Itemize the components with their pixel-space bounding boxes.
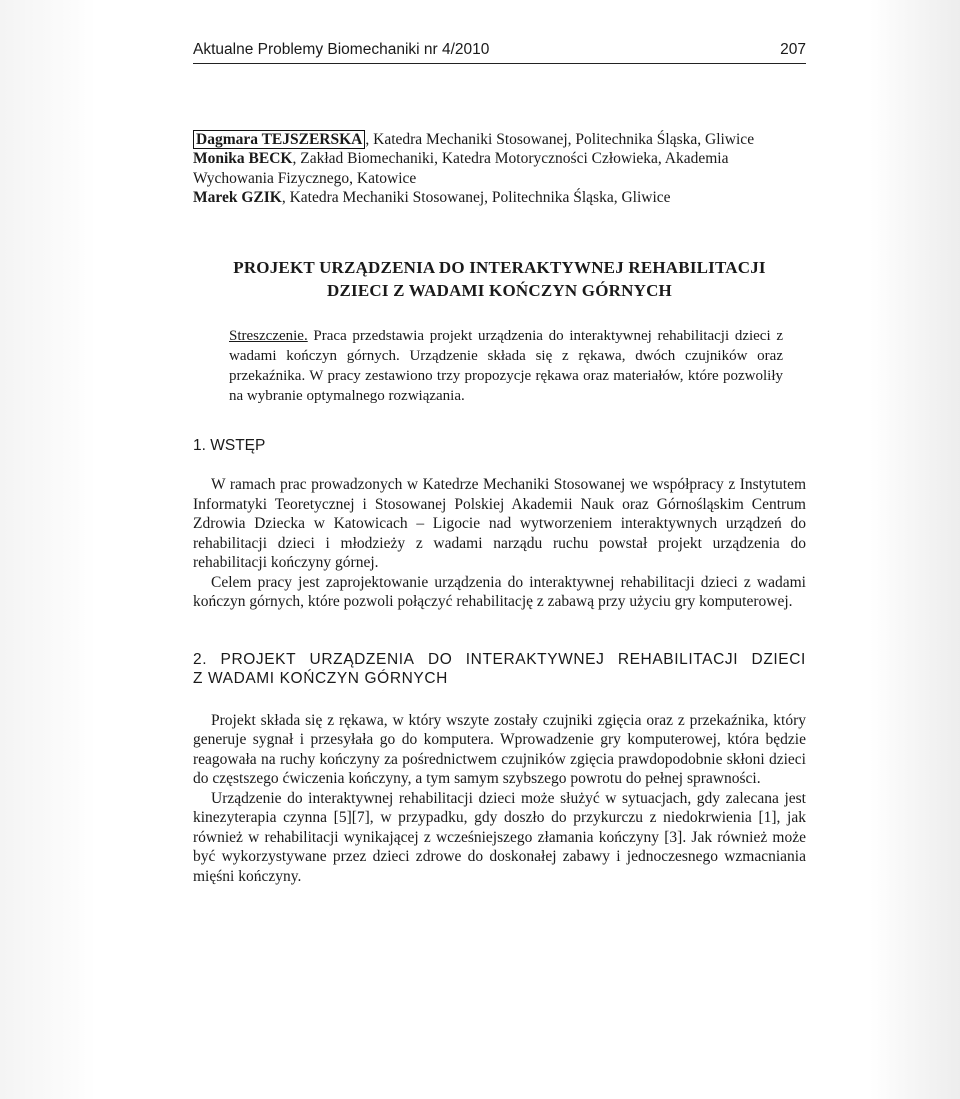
section-heading-2 — [193, 650, 806, 689]
heading-word: DZIECI — [751, 650, 806, 668]
abstract — [229, 326, 783, 406]
author-affiliation: , Katedra Mechaniki Stosowanej, Politechnika Śląska, Gliwice — [281, 189, 671, 206]
section-heading-1: 1. WSTĘP — [193, 436, 266, 454]
running-header — [193, 40, 806, 64]
scan-margin-left — [0, 0, 96, 1099]
author-name: Dagmara TEJSZERSKA — [193, 130, 365, 149]
paragraph: Urządzenie do interaktywnej rehabilitacji dzieci może służyć w sytuacjach, gdy zalecana jest kinezyterapia czynna [5][7], w przypadku, gdy doszło do przykurczu z niedokrwienia [1], jak również w rehabilitacji wynikającej z wcześniejszego złamania kończyny [3]. Jak również może być wykorzystywane przez dzieci zdrowe do doskonałej zabawy i jednoczesnego wzmacniania mięśni kończyny. — [193, 789, 806, 885]
author-list — [193, 130, 806, 208]
heading-word: 2. — [193, 650, 208, 668]
paper-page — [193, 40, 806, 886]
heading-word: URZĄDZENIA — [309, 650, 415, 668]
heading-word: REHABILITACJI — [617, 650, 739, 668]
author-affiliation: , Zakład Biomechaniki, Katedra Motoryczności Człowieka, Akademia Wychowania Fizycznego, Katowice — [193, 150, 729, 187]
paragraph: W ramach prac prowadzonych w Katedrze Mechaniki Stosowanej we współpracy z Instytutem Informatyki Teoretycznej i Stosowanej Polskiej Akademii Nauk oraz Górnośląskim Centrum Zdrowia Dziecka w Katowicach – Ligocie nad wytworzeniem interaktywnych urządzeń do rehabilitacji dzieci i młodzieży z wadami narządu ruchu powstał projekt urządzenia do rehabilitacji kończyny górnej. — [193, 476, 806, 571]
heading-word: INTERAKTYWNEJ — [465, 650, 605, 668]
paragraph: Celem pracy jest zaprojektowanie urządzenia do interaktywnej rehabilitacji dzieci z wadami kończyn górnych, które pozwoli połączyć rehabilitację z zabawą przy użyciu gry komputerowej. — [193, 573, 806, 610]
section-2-body — [193, 711, 806, 887]
journal-name: Aktualne Problemy Biomechaniki nr 4/2010 — [193, 41, 490, 58]
author-entry — [193, 149, 806, 188]
heading-word: PROJEKT — [220, 650, 297, 668]
abstract-label: Streszczenie. — [229, 327, 308, 344]
author-name: Marek GZIK — [193, 189, 282, 206]
heading-line: Z WADAMI KOŃCZYN GÓRNYCH — [193, 670, 448, 687]
section-1-body — [193, 475, 806, 612]
title-line: PROJEKT URZĄDZENIA DO INTERAKTYWNEJ REHABILITACJI — [233, 257, 766, 277]
title-line: DZIECI Z WADAMI KOŃCZYN GÓRNYCH — [327, 280, 672, 300]
scan-margin-right — [870, 0, 960, 1099]
author-entry — [193, 130, 806, 150]
heading-word: DO — [427, 650, 453, 668]
author-affiliation: , Katedra Mechaniki Stosowanej, Politechnika Śląska, Gliwice — [365, 130, 755, 148]
paper-title — [193, 256, 806, 302]
paragraph: Projekt składa się z rękawa, w który wszyte zostały czujniki zgięcia oraz z przekaźnika, który generuje sygnał i przesyłała go do komputera. Wprowadzenie gry komputerowej, która będzie reagowała na ruchy kończyny za pośrednictwem czujników zgięcia prawdopodobnie skłoni dzieci do częstszego ćwiczenia kończyny, a tym samym szybszego powrotu do pełnej sprawności. — [193, 711, 806, 787]
author-name: Monika BECK — [193, 150, 293, 167]
abstract-text: Praca przedstawia projekt urządzenia do interaktywnej rehabilitacji dzieci z wadami kończyn górnych. Urządzenie składa się z rękawa, dwóch czujników oraz przekaźnika. W pracy zestawiono trzy propozycje rękawa oraz materiałów, które pozwoliły na wybranie optymalnego rozwiązania. — [229, 327, 783, 404]
page-number: 207 — [780, 41, 806, 58]
heading-line — [193, 650, 806, 670]
author-entry — [193, 188, 806, 208]
